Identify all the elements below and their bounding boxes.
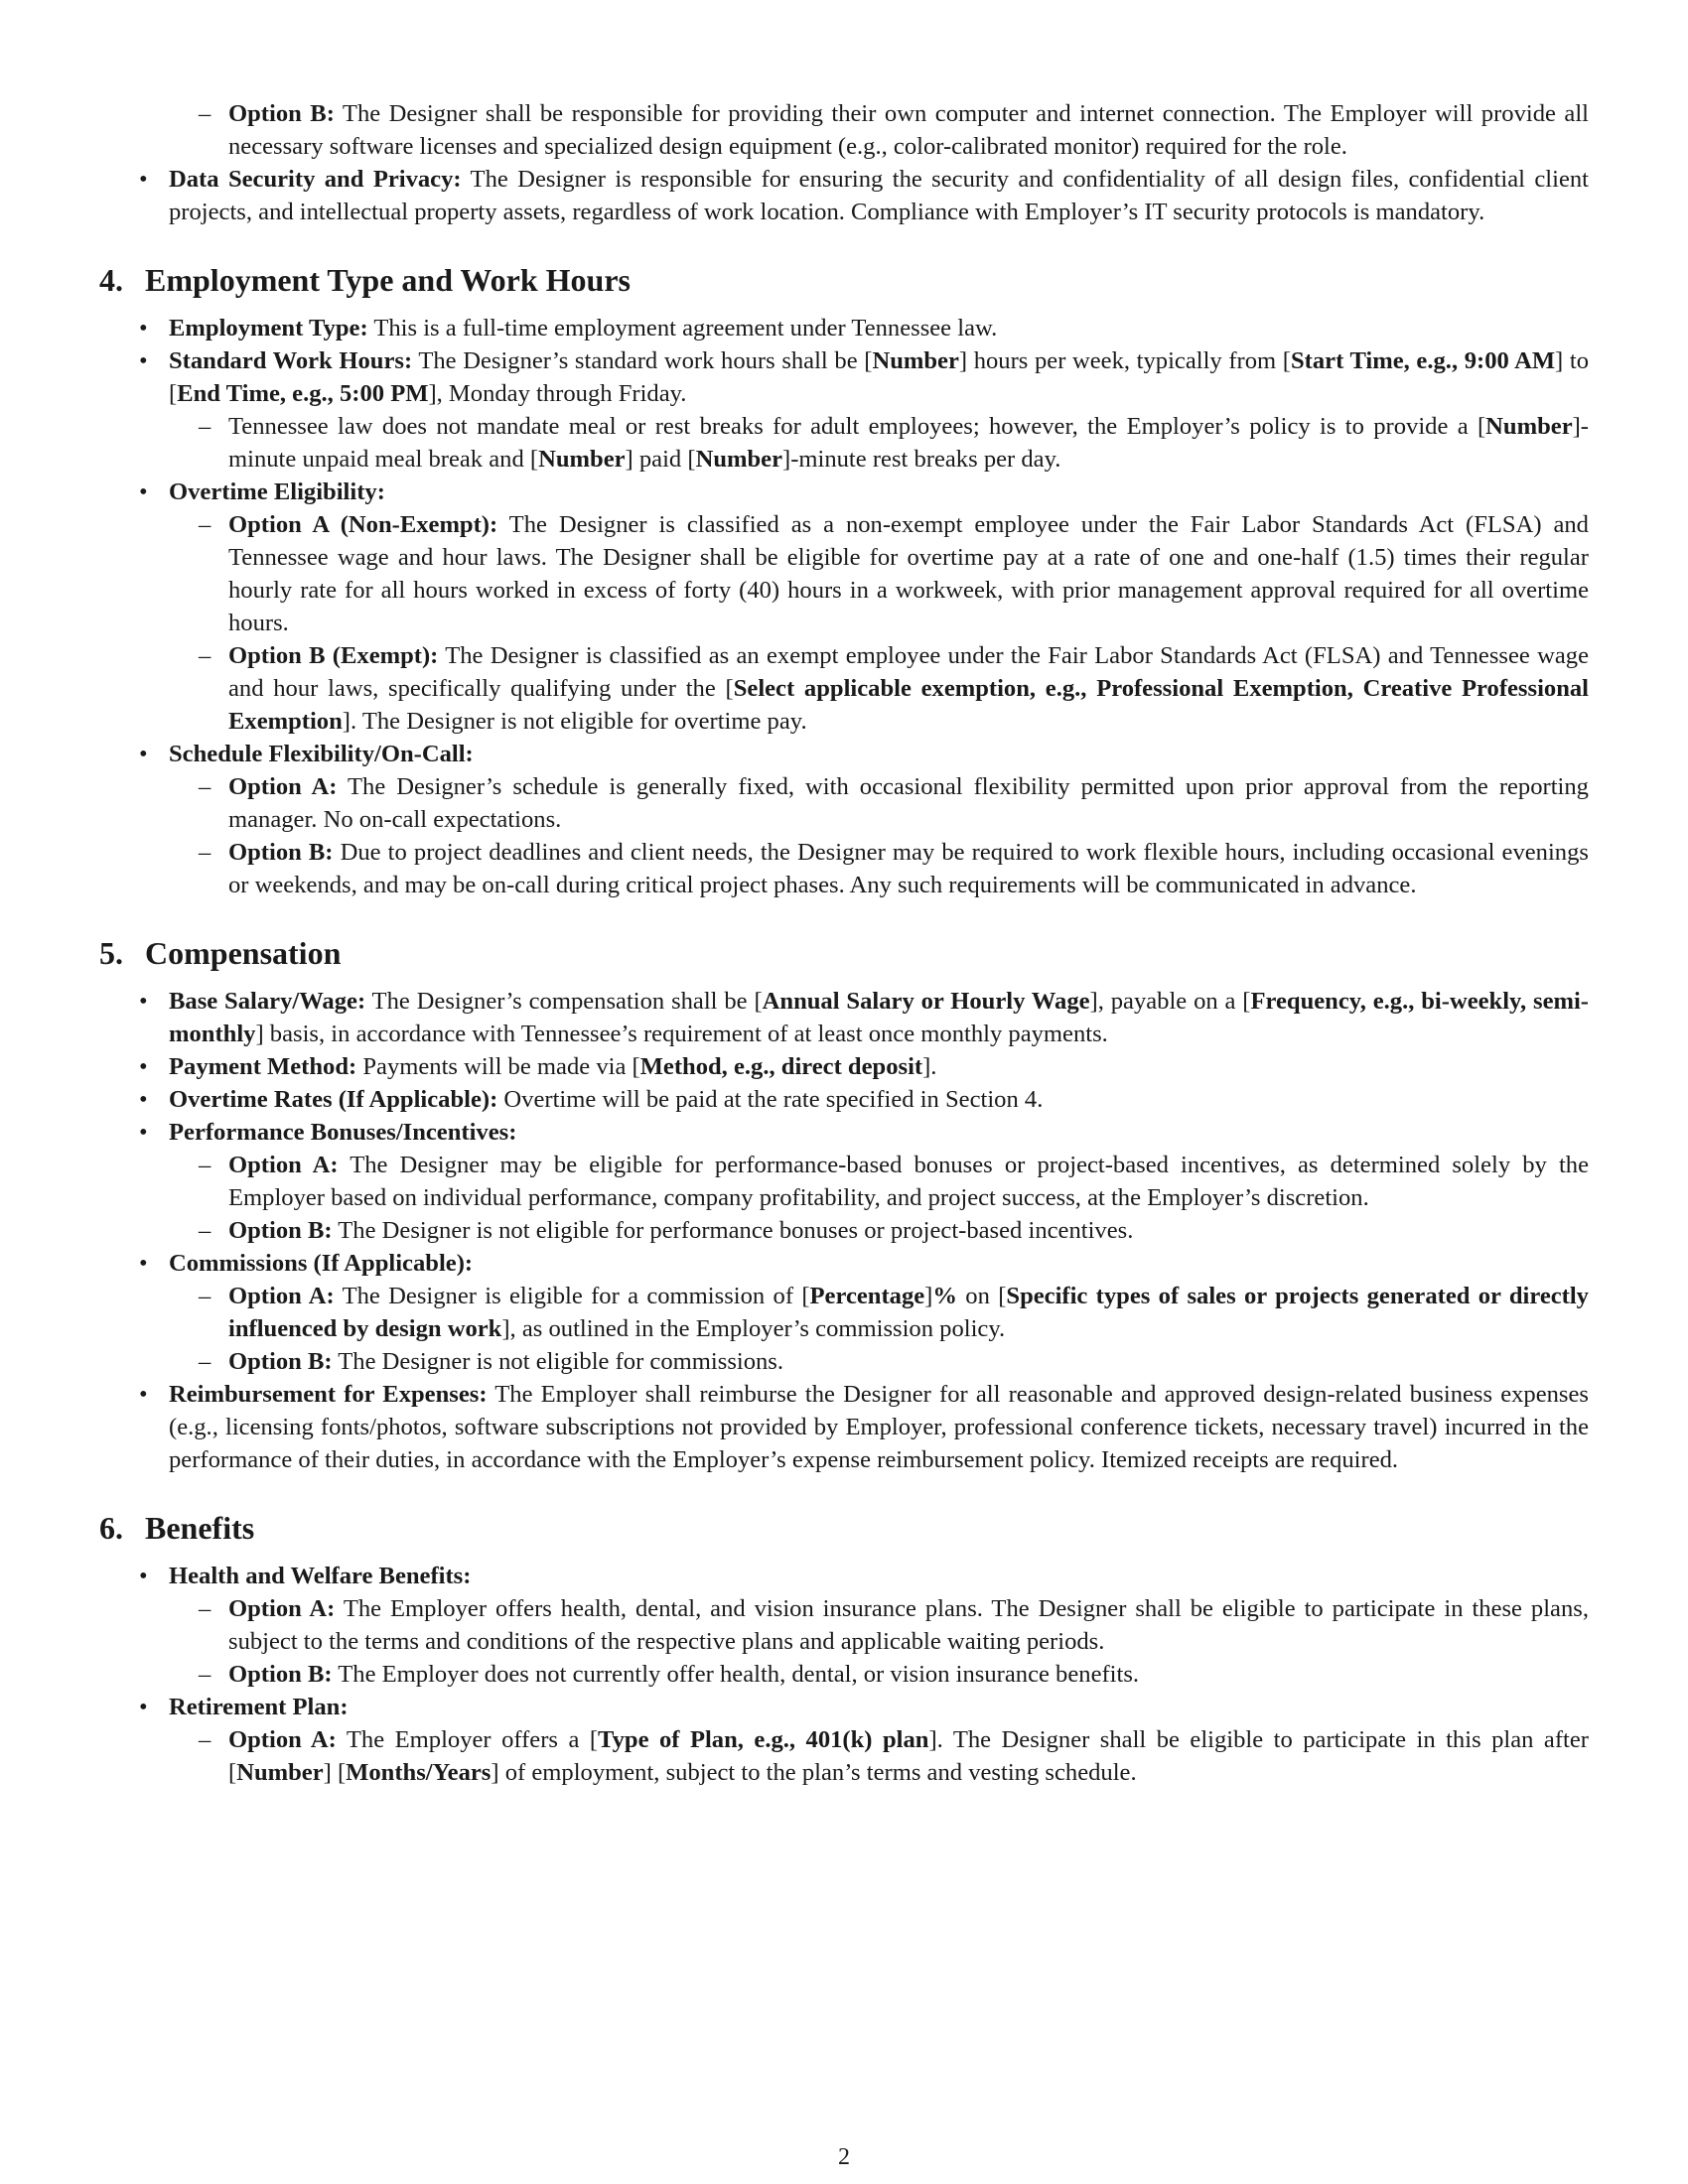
item-label: Overtime Rates (If Applicable): bbox=[169, 1086, 498, 1113]
section-title bbox=[99, 933, 1589, 973]
section-heading bbox=[99, 933, 1589, 973]
section-title bbox=[99, 1508, 1589, 1548]
list-item bbox=[99, 1658, 1589, 1691]
item-label: Standard Work Hours: bbox=[169, 347, 413, 374]
item-text: ] to [ bbox=[169, 347, 1589, 407]
item-text: ] hours per week, typically from [ bbox=[958, 347, 1291, 374]
item-text: on [ bbox=[956, 1283, 1007, 1309]
placeholder-field: Number bbox=[1485, 413, 1573, 440]
item-text: Overtime will be paid at the rate specified in Section 4. bbox=[497, 1086, 1044, 1113]
section-6-list bbox=[99, 1560, 1589, 1789]
placeholder-field: Select applicable exemption, e.g., Professional Exemption, Creative Professional Exemption bbox=[228, 675, 1590, 735]
section-number: 4. bbox=[99, 262, 123, 298]
item-text: ], payable on a [ bbox=[1089, 988, 1251, 1015]
list-item bbox=[99, 1116, 1589, 1149]
item-text: The Employer offers health, dental, and vision insurance plans. The Designer shall be eligible to participate in these plans, subject to the terms and conditions of the respective plans and applicable waiting periods. bbox=[228, 1595, 1589, 1655]
option-label: Option B: bbox=[228, 1217, 333, 1244]
item-text: ]-minute unpaid meal break and [ bbox=[228, 413, 1589, 473]
list-item bbox=[99, 1083, 1589, 1116]
list-item bbox=[99, 344, 1589, 410]
list-item bbox=[99, 1691, 1589, 1723]
section-heading bbox=[99, 1508, 1589, 1548]
item-label: Data Security and Privacy: bbox=[169, 166, 462, 193]
placeholder-field: Number bbox=[695, 446, 782, 473]
section-number: 6. bbox=[99, 1510, 123, 1546]
option-label: Option A: bbox=[228, 1152, 339, 1178]
placeholder-field: Start Time, e.g., 9:00 AM bbox=[1291, 347, 1556, 374]
continued-list bbox=[99, 97, 1589, 228]
item-text: ] bbox=[924, 1283, 933, 1309]
option-label: Option A: bbox=[228, 1595, 336, 1622]
placeholder-field: Number bbox=[236, 1759, 324, 1786]
item-text: ]. The Designer shall be eligible to participate in this plan after [ bbox=[228, 1726, 1589, 1786]
option-label: Option B: bbox=[228, 100, 335, 127]
section-4-list bbox=[99, 312, 1589, 901]
item-text: The Designer’s standard work hours shall be [ bbox=[412, 347, 873, 374]
item-text: ] of employment, subject to the plan’s terms and vesting schedule. bbox=[491, 1759, 1137, 1786]
section-5-list bbox=[99, 985, 1589, 1476]
item-label: Retirement Plan: bbox=[169, 1694, 349, 1720]
item-text: ]. bbox=[922, 1053, 937, 1080]
item-text: The Designer may be eligible for performance-based bonuses or project-based incentives, as determined solely by the Employer based on individual performance, company profitability, and project success, at the Employer’s discretion. bbox=[228, 1152, 1589, 1211]
item-text: ] basis, in accordance with Tennessee’s requirement of at least once monthly payments. bbox=[255, 1021, 1108, 1047]
page-number: 2 bbox=[838, 2144, 850, 2170]
list-item bbox=[99, 1345, 1589, 1378]
item-label: Payment Method: bbox=[169, 1053, 357, 1080]
placeholder-field: Percentage bbox=[809, 1283, 925, 1309]
list-item bbox=[99, 97, 1589, 163]
item-text: This is a full-time employment agreement under Tennessee law. bbox=[367, 315, 998, 341]
option-label: Option A: bbox=[228, 1726, 337, 1753]
list-item bbox=[99, 836, 1589, 901]
item-text: The Designer is classified as an exempt employee under the Fair Labor Standards Act (FLSA) and Tennessee wage and hour laws, specifically qualifying under the [ bbox=[228, 642, 1590, 702]
list-item bbox=[99, 1050, 1589, 1083]
list-item bbox=[99, 1592, 1589, 1658]
placeholder-field: Frequency, e.g., bi-weekly, semi-monthly bbox=[169, 988, 1589, 1047]
item-text: ]. The Designer is not eligible for overtime pay. bbox=[342, 708, 807, 735]
list-item bbox=[99, 738, 1589, 770]
item-label: Performance Bonuses/Incentives: bbox=[169, 1119, 517, 1146]
list-item bbox=[99, 312, 1589, 344]
placeholder-field: Number bbox=[538, 446, 626, 473]
list-item bbox=[99, 163, 1589, 228]
section-title-text: Compensation bbox=[145, 935, 342, 971]
option-label: Option B: bbox=[228, 1348, 333, 1375]
placeholder-field: End Time, e.g., 5:00 PM bbox=[177, 380, 429, 407]
section-title-text: Employment Type and Work Hours bbox=[145, 262, 631, 298]
item-text: The Designer’s schedule is generally fixed, with occasional flexibility permitted upon prior approval from the reporting manager. No on-call expectations. bbox=[228, 773, 1589, 833]
list-item bbox=[99, 1149, 1589, 1214]
item-text: The Employer offers a [ bbox=[336, 1726, 599, 1753]
section-title bbox=[99, 260, 1589, 300]
placeholder-field: Type of Plan, e.g., 401(k) plan bbox=[598, 1726, 929, 1753]
item-text: The Designer is responsible for ensuring the security and confidentiality of all design files, confidential client projects, and intellectual property assets, regardless of work location. Compliance with Employer’s IT security protocols is mandatory. bbox=[169, 166, 1590, 225]
list-item bbox=[99, 770, 1589, 836]
option-label: Option B (Exempt): bbox=[228, 642, 439, 669]
item-text: The Designer is not eligible for commissions. bbox=[332, 1348, 784, 1375]
document-page bbox=[99, 97, 1589, 1789]
item-text: ], as outlined in the Employer’s commission policy. bbox=[501, 1315, 1006, 1342]
placeholder-field: Annual Salary or Hourly Wage bbox=[762, 988, 1090, 1015]
list-item bbox=[99, 410, 1589, 476]
placeholder-field: Specific types of sales or projects generated or directly influenced by design work bbox=[228, 1283, 1589, 1342]
item-text: The Designer is eligible for a commission of [ bbox=[334, 1283, 810, 1309]
percent-sign: % bbox=[932, 1283, 957, 1309]
list-item bbox=[99, 476, 1589, 508]
list-item bbox=[99, 508, 1589, 639]
item-label: Schedule Flexibility/On-Call: bbox=[169, 741, 474, 767]
item-text: The Designer’s compensation shall be [ bbox=[365, 988, 763, 1015]
option-label: Option A (Non-Exempt): bbox=[228, 511, 498, 538]
item-label: Reimbursement for Expenses: bbox=[169, 1381, 488, 1408]
list-item bbox=[99, 1560, 1589, 1592]
placeholder-field: Method, e.g., direct deposit bbox=[639, 1053, 923, 1080]
item-text: The Employer shall reimburse the Designer for all reasonable and approved design-related business expenses (e.g., licensing fonts/photos, software subscriptions not provided by Employer, professional conference tickets, necessary travel) incurred in the performance of their duties, in accordance with the Employer’s expense reimbursement policy. Itemized receipts are required. bbox=[169, 1381, 1589, 1473]
option-label: Option B: bbox=[228, 839, 334, 866]
item-text: The Designer is not eligible for performance bonuses or project-based incentives. bbox=[332, 1217, 1134, 1244]
section-number: 5. bbox=[99, 935, 123, 971]
item-text: Due to project deadlines and client needs, the Designer may be required to work flexible hours, including occasional evenings or weekends, and may be on-call during critical project phases. Any such requirements will be communicated in advance. bbox=[228, 839, 1589, 898]
item-label: Commissions (If Applicable): bbox=[169, 1250, 474, 1277]
option-label: Option A: bbox=[228, 1283, 335, 1309]
placeholder-field: Number bbox=[872, 347, 959, 374]
list-item bbox=[99, 1247, 1589, 1280]
list-item bbox=[99, 639, 1589, 738]
list-item bbox=[99, 1723, 1589, 1789]
item-text: ] [ bbox=[323, 1759, 347, 1786]
item-label: Employment Type: bbox=[169, 315, 368, 341]
option-label: Option A: bbox=[228, 773, 338, 800]
list-item bbox=[99, 1378, 1589, 1476]
item-text: ]-minute rest breaks per day. bbox=[782, 446, 1061, 473]
option-label: Option B: bbox=[228, 1661, 333, 1688]
list-item bbox=[99, 1280, 1589, 1345]
item-label: Overtime Eligibility: bbox=[169, 478, 385, 505]
section-title-text: Benefits bbox=[145, 1510, 255, 1546]
placeholder-field: Months/Years bbox=[346, 1759, 492, 1786]
section-heading bbox=[99, 260, 1589, 300]
item-text: ], Monday through Friday. bbox=[428, 380, 687, 407]
item-text: The Designer shall be responsible for providing their own computer and internet connection. The Employer will provide all necessary software licenses and specialized design equipment (e.g., color-calibrated monitor) required for the role. bbox=[228, 100, 1589, 160]
item-label: Health and Welfare Benefits: bbox=[169, 1563, 472, 1589]
item-text: Tennessee law does not mandate meal or rest breaks for adult employees; however, the Employer’s policy is to provide a [ bbox=[228, 413, 1486, 440]
item-text: ] paid [ bbox=[625, 446, 696, 473]
list-item bbox=[99, 985, 1589, 1050]
item-label: Base Salary/Wage: bbox=[169, 988, 366, 1015]
item-text: Payments will be made via [ bbox=[356, 1053, 640, 1080]
item-text: The Employer does not currently offer health, dental, or vision insurance benefits. bbox=[332, 1661, 1140, 1688]
item-text: The Designer is classified as a non-exempt employee under the Fair Labor Standards Act (FLSA) and Tennessee wage and hour laws. The Designer shall be eligible for overtime pay at a rate of one and one-half (1.5) times their regular hourly rate for all hours worked in excess of forty (40) hours in a workweek, with prior management approval required for all overtime hours. bbox=[228, 511, 1589, 636]
list-item bbox=[99, 1214, 1589, 1247]
